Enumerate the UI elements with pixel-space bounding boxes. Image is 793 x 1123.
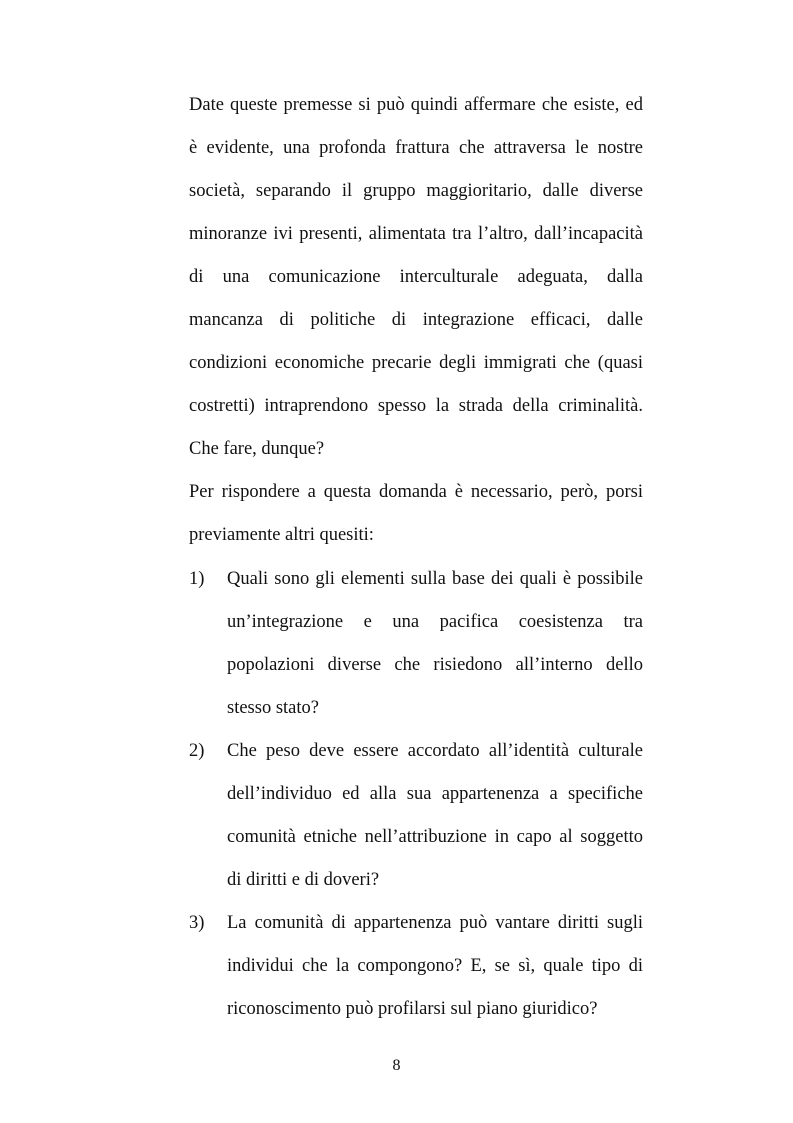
text-line: stesso stato? (227, 698, 319, 718)
text-line: Quali sono gli elementi sulla base dei quali è possibile (227, 569, 643, 589)
text-line: La comunità di appartenenza può vantare diritti sugli (227, 913, 643, 933)
text-line: Date queste premesse si può quindi affermare che esiste, ed (189, 95, 643, 115)
text-line: Che peso deve essere accordato all’identità culturale (227, 741, 643, 761)
text-line: mancanza di politiche di integrazione efficaci, dalle (189, 310, 643, 330)
list-number: 3) (189, 913, 205, 933)
text-line: società, separando il gruppo maggioritario, dalle diverse (189, 181, 643, 201)
text-line: Per rispondere a questa domanda è necessario, però, porsi (189, 482, 643, 502)
text-line: previamente altri quesiti: (189, 525, 374, 545)
text-line: costretti) intraprendono spesso la strada della criminalità. (189, 396, 643, 416)
text-line: popolazioni diverse che risiedono all’interno dello (227, 655, 643, 675)
text-line: minoranze ivi presenti, alimentata tra l’altro, dall’incapacità (189, 224, 643, 244)
text-line: Che fare, dunque? (189, 439, 325, 459)
text-line: individui che la compongono? E, se sì, quale tipo di (227, 956, 643, 976)
page-number: 8 (392, 1057, 401, 1074)
text-line: di diritti e di doveri? (227, 870, 380, 890)
list-number: 1) (189, 569, 205, 589)
text-line: un’integrazione e una pacifica coesistenza tra (227, 612, 643, 632)
text-line: dell’individuo ed alla sua appartenenza a specifiche (227, 784, 643, 804)
text-line: è evidente, una profonda frattura che attraversa le nostre (189, 138, 643, 158)
list-number: 2) (189, 741, 205, 761)
text-line: riconoscimento può profilarsi sul piano giuridico? (227, 999, 598, 1019)
text-line: comunità etniche nell’attribuzione in capo al soggetto (227, 827, 643, 847)
text-line: di una comunicazione interculturale adeguata, dalla (189, 267, 643, 287)
text-line: condizioni economiche precarie degli immigrati che (quasi (189, 353, 643, 373)
